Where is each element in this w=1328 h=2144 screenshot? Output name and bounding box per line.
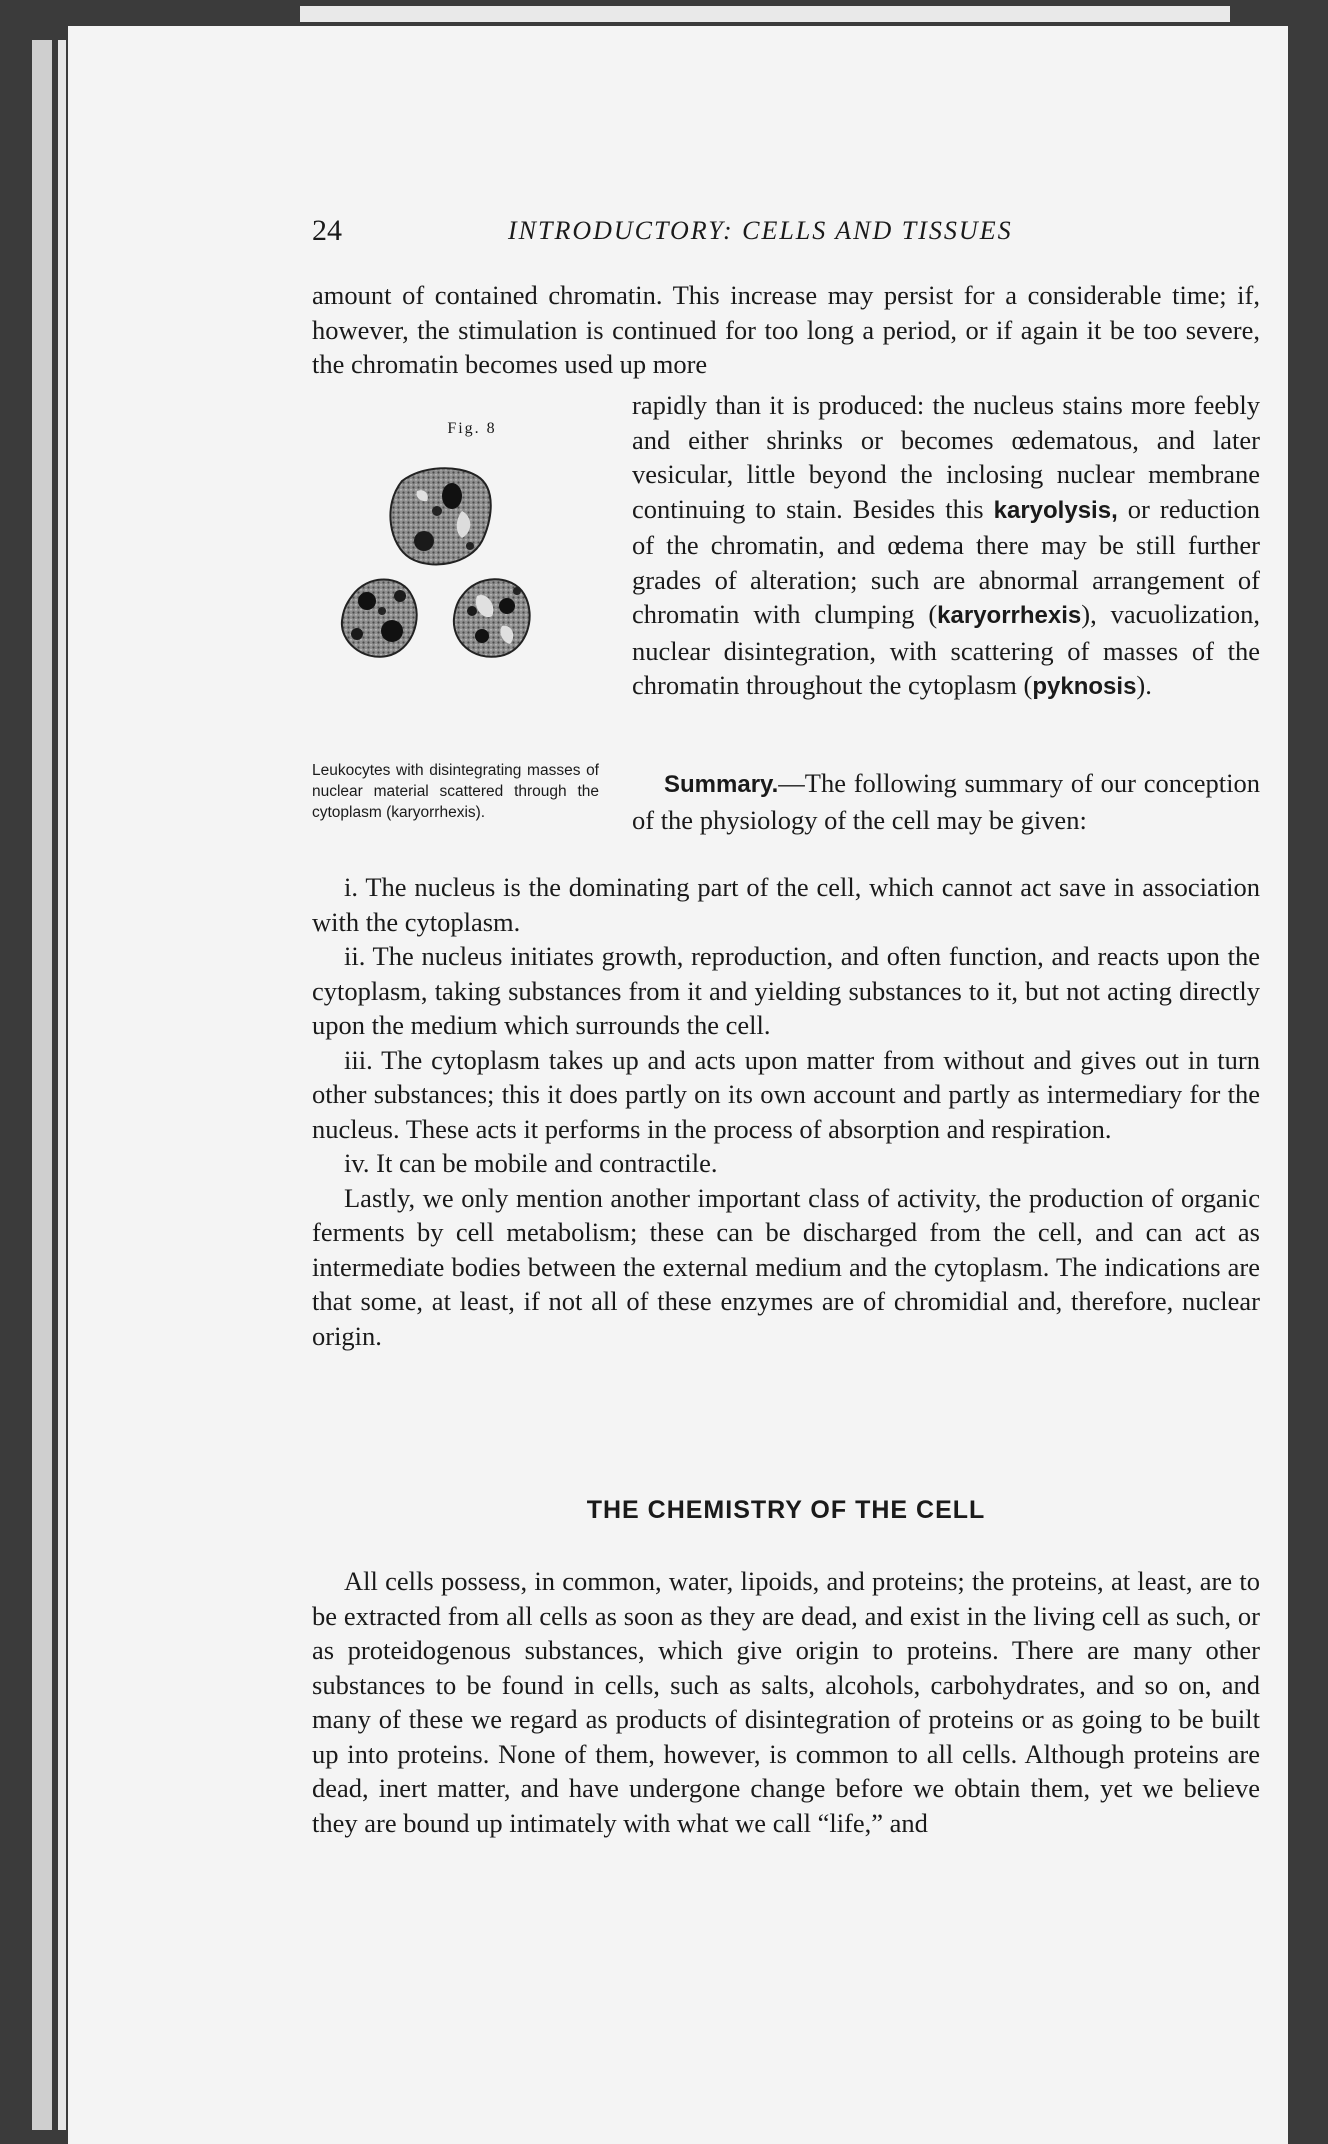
page-number: 24 — [312, 214, 342, 247]
list-item: i. The nucleus is the dominating part of the cell, which cannot act save in association with the cytoplasm. — [312, 872, 1260, 937]
book-page-edge — [58, 40, 66, 2130]
text-run: ), vacuolization, nuclear disintegration, with scattering of masses of the chromatin throughout the cytoplasm ( — [632, 599, 1260, 700]
cell-top — [390, 468, 490, 564]
running-title: INTRODUCTORY: CELLS AND TISSUES — [508, 216, 1013, 245]
paragraph-continued: amount of contained chromatin. This increase may persist for a considerable time; if, however, the stimulation is continued for too long a period, or if again it be too severe, the chromatin becomes used up more — [312, 280, 1260, 379]
chemistry-section — [312, 1564, 1260, 1840]
chemistry-paragraph: All cells possess, in common, water, lipoids, and proteins; the proteins, at least, are to be extracted from all cells as soon as they are dead, and exist in the living cell as such, or as proteidogenous substances, which give origin to proteins. There are many other substances to be found in cells, such as salts, alcohols, carbohydrates, and so on, and many of these we regard as products of disintegration of proteins or as going to be built up into proteins. None of them, however, is common to all cells. Although proteins are dead, inert matter, and have undergone change before we obtain them, yet we believe they are bound up intimately with what we call “life,” and — [312, 1566, 1260, 1838]
summary-term: Summary. — [664, 771, 779, 798]
book-spine-edge — [32, 40, 52, 2130]
text-run: ). — [1136, 670, 1152, 700]
summary-block — [632, 766, 1260, 837]
term-karyolysis: karyolysis, — [993, 496, 1118, 524]
alteration-paragraph — [632, 388, 1260, 705]
text-run: rapidly than it is produced: the nucleus stains more feebly and either shrinks or becomes œdematous, and later vesicular, little beyond the inclosing nuclear membrane continuing to stain. Besides this — [632, 390, 1260, 524]
section-heading: THE CHEMISTRY OF THE CELL — [586, 1496, 986, 1524]
leukocyte-illustration — [312, 446, 612, 696]
list-item: ii. The nucleus initiates growth, reproduction, and often function, and reacts upon the cytoplasm, taking substances from it and yielding substances to it, but not acting directly upon the medium which surrounds the cell. — [312, 941, 1260, 1040]
figure-caption: Leukocytes with disintegrating masses of nuclear material scattered through the cytoplasm (karyorrhexis). — [312, 762, 599, 821]
lastly-paragraph: Lastly, we only mention another important class of activity, the production of organic ferments by cell metabolism; these can be discharged from the cell, and can act as intermediate bodies between the external medium and the cytoplasm. The indications are that some, at least, if not all of these enzymes are of chromidial and, therefore, nuclear origin. — [312, 1182, 1260, 1351]
list-item: iv. It can be mobile and contractile. — [344, 1148, 718, 1178]
book-page — [68, 26, 1288, 2144]
text-run: —The following summary of our conception of the physiology of the cell may be given: — [632, 768, 1260, 835]
text-beside-figure — [632, 388, 1260, 705]
term-pyknosis: pyknosis — [1032, 673, 1137, 700]
cell-bottom-left — [342, 580, 417, 657]
cell-bottom-right — [454, 579, 530, 657]
list-item: iii. The cytoplasm takes up and acts upon matter from without and gives out in turn other substances; this it does partly on its own account and partly as intermediary for the nucleus. These acts it performs in the process of absorption and respiration. — [312, 1044, 1260, 1144]
figure-label: Fig. 8 — [447, 420, 497, 437]
summary-paragraph — [632, 766, 1260, 837]
figure-8 — [312, 420, 612, 823]
summary-list — [312, 870, 1260, 1353]
top-edge-strip — [300, 6, 1230, 22]
text-run: or reduction of the chromatin, and œdema there may be still further grades of alteration; such are abnormal arrangement of chromatin with clumping ( — [632, 493, 1260, 629]
running-header — [312, 214, 1260, 254]
term-karyorrhexis: karyorrhexis — [937, 602, 1082, 629]
